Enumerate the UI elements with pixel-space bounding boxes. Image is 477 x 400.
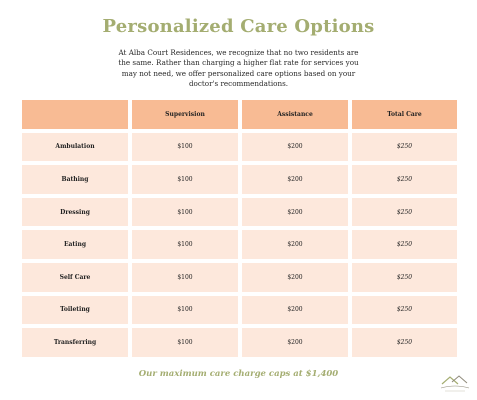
price-total-care: $250 [352, 198, 457, 227]
row-label: Bathing [22, 165, 128, 194]
price-total-care: $250 [352, 328, 457, 357]
row-label: Transferring [22, 328, 128, 357]
house-roof-icon [439, 374, 471, 394]
row-label: Ambulation [22, 133, 128, 162]
price-assistance: $200 [242, 328, 348, 357]
price-assistance: $200 [242, 133, 348, 162]
price-supervision: $100 [132, 328, 238, 357]
price-supervision: $100 [132, 230, 238, 259]
price-total-care: $250 [352, 165, 457, 194]
price-supervision: $100 [132, 198, 238, 227]
price-total-care: $250 [352, 230, 457, 259]
row-label: Eating [22, 230, 128, 259]
price-assistance: $200 [242, 230, 348, 259]
price-assistance: $200 [242, 198, 348, 227]
header-cell-total-care: Total Care [352, 100, 457, 129]
max-charge-note: Our maximum care charge caps at $1,400 [138, 369, 339, 379]
price-supervision: $100 [132, 263, 238, 292]
care-pricing-table [22, 100, 457, 357]
row-label: Dressing [22, 198, 128, 227]
price-assistance: $200 [242, 165, 348, 194]
price-assistance: $200 [242, 296, 348, 325]
price-supervision: $100 [132, 296, 238, 325]
row-label: Self Care [22, 263, 128, 292]
header-cell-supervision: Supervision [132, 100, 238, 129]
header-cell-assistance: Assistance [242, 100, 348, 129]
header-cell-blank [22, 100, 128, 129]
price-total-care: $250 [352, 263, 457, 292]
price-total-care: $250 [352, 133, 457, 162]
row-label: Toileting [22, 296, 128, 325]
price-supervision: $100 [132, 133, 238, 162]
page-title: Personalized Care Options [102, 16, 375, 37]
price-supervision: $100 [132, 165, 238, 194]
intro-paragraph: At Alba Court Residences, we recognize that no two residents are the same. Rather than charging a higher flat rate for services you may not need, we offer personalized care options based on your doctor's recommendations. [118, 48, 359, 88]
price-total-care: $250 [352, 296, 457, 325]
price-assistance: $200 [242, 263, 348, 292]
